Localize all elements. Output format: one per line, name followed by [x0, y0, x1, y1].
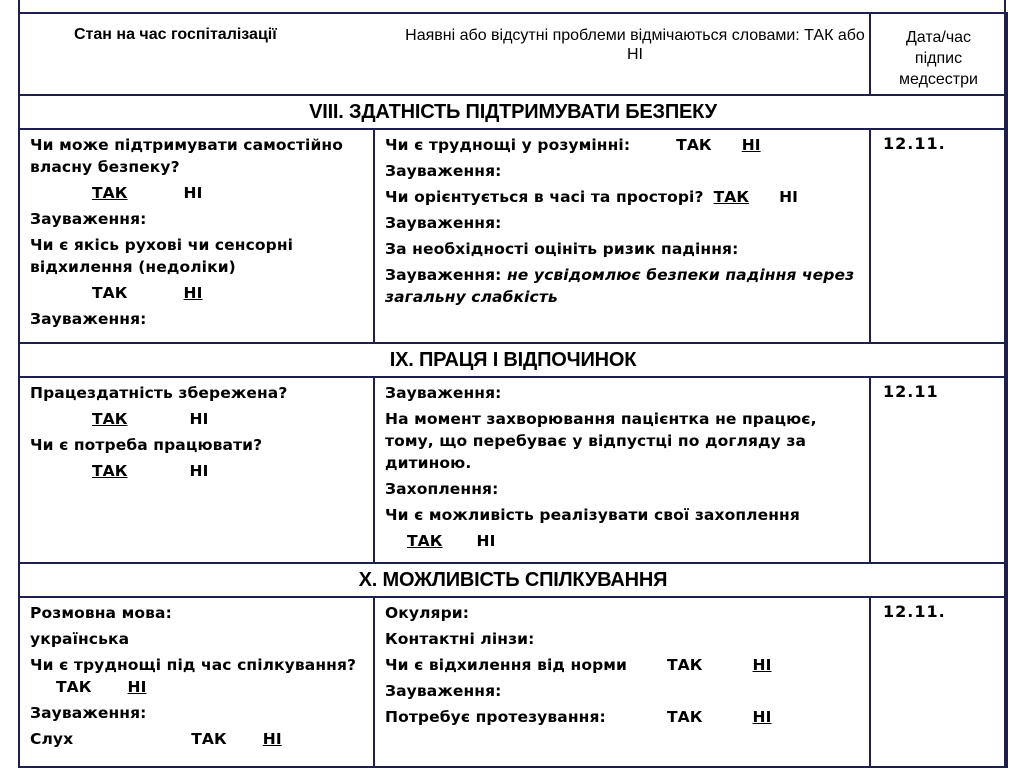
answer-yes: ТАК [407, 532, 443, 550]
s8-answer-row [30, 182, 365, 204]
answer-yes: ТАК [92, 462, 128, 480]
answer-no: НІ [127, 678, 147, 696]
s8-note-label: Зауваження: [30, 210, 147, 228]
section-8-title: VIII. ЗДАТНІСТЬ ПІДТРИМУВАТИ БЕЗПЕКУ [19, 95, 1007, 129]
s9-answer-row-2 [30, 460, 365, 482]
answer-no: НІ [741, 136, 761, 154]
answer-yes: ТАК [92, 410, 128, 428]
s10-speech-label: Розмовна мова: [30, 604, 172, 622]
nursing-assessment-table [18, 12, 1008, 768]
s10-note-label-2: Зауваження: [385, 682, 502, 700]
section-8-right [374, 129, 870, 343]
s8-fall-note [385, 264, 861, 308]
s9-hobby-question: Чи є можливість реалізувати свої захоплення [385, 506, 800, 524]
s9-note-text: На момент захворювання пацієнтка не працює, тому, що перебуває у відпустці по догляду за дитиною. [385, 410, 817, 472]
section-9-right [374, 377, 870, 563]
section-9-date: 12.11 [870, 377, 1007, 563]
s10-hearing-row [30, 728, 365, 750]
s10-deviation-question: Чи є відхилення від норми [385, 656, 628, 674]
s10-prosthesis-question: Потребує протезування: [385, 708, 606, 726]
s8-motor-question: Чи є якісь рухові чи сенсорні відхилення (недоліки) [30, 236, 294, 276]
answer-no: НІ [189, 462, 209, 480]
s8-note-label-4: Зауваження: [385, 214, 502, 232]
header-row [19, 13, 1007, 95]
s9-hobby-label: Захоплення: [385, 480, 499, 498]
s10-deviation-row [385, 654, 861, 676]
answer-no: НІ [752, 656, 772, 674]
section-9-row [19, 377, 1007, 563]
section-8-date: 12.11. [870, 129, 1007, 343]
answer-yes: ТАК [713, 188, 750, 206]
s8-orientation-row [385, 186, 861, 208]
s8-fall-note-text: не усвідомлює безпеки падіння через загальну слабкість [385, 266, 855, 306]
s10-communication-text: Чи є труднощі під час спілкування? [30, 656, 357, 674]
s10-communication-question [30, 654, 365, 698]
header-nurse-line: медсестри [899, 71, 978, 88]
s8-answer-row-2 [30, 282, 365, 304]
s8-orientation-question: Чи орієнтується в часі та просторі? [385, 188, 704, 206]
s9-work-need-question: Чи є потреба працювати? [30, 436, 263, 454]
answer-yes: ТАК [191, 730, 227, 748]
header-cell [19, 13, 870, 95]
answer-yes: ТАК [92, 184, 128, 202]
s10-glasses-label: Окуляри: [385, 604, 470, 622]
answer-no: НІ [183, 284, 203, 302]
s8-safety-question: Чи може підтримувати самостійно власну безпеку? [30, 136, 343, 176]
s10-lenses-label: Контактні лінзи: [385, 630, 535, 648]
section-10-right [374, 597, 870, 767]
s10-language-value: українська [30, 630, 130, 648]
header-instructions: Наявні або відсутні проблеми відмічаються словами: ТАК або НІ [405, 27, 865, 63]
answer-yes: ТАК [676, 136, 712, 154]
header-condition-label: Стан на час госпіталізації [74, 26, 277, 43]
section-title-row [19, 343, 1007, 377]
section-10-title: Х. МОЖЛИВІСТЬ СПІЛКУВАННЯ [19, 563, 1007, 597]
section-title-row [19, 563, 1007, 597]
answer-no: НІ [189, 410, 209, 428]
s9-answer-row-3 [385, 530, 861, 552]
s10-note-label: Зауваження: [30, 704, 147, 722]
s9-answer-row [30, 408, 365, 430]
s10-hearing-label: Слух [30, 730, 74, 748]
header-date-cell [870, 13, 1007, 95]
section-8-left [19, 129, 374, 343]
s10-prosthesis-row [385, 706, 861, 728]
s8-understanding-row [385, 134, 861, 156]
s8-understanding-question: Чи є труднощі у розумінні: [385, 136, 631, 154]
s8-fall-risk-question: За необхідності оцініть ризик падіння: [385, 240, 739, 258]
header-signature-line: підпис [914, 50, 963, 67]
section-9-title: ІХ. ПРАЦЯ І ВІДПОЧИНОК [19, 343, 1007, 377]
s8-note-label-2: Зауваження: [30, 310, 147, 328]
answer-yes: ТАК [667, 656, 703, 674]
section-title-row [19, 95, 1007, 129]
answer-yes: ТАК [56, 678, 92, 696]
answer-no: НІ [183, 184, 203, 202]
s8-fall-note-label: Зауваження: [385, 266, 502, 284]
answer-no: НІ [779, 188, 799, 206]
s9-work-capacity-question: Працездатність збережена? [30, 384, 288, 402]
section-9-left [19, 377, 374, 563]
answer-no: НІ [752, 708, 772, 726]
answer-no: НІ [476, 532, 496, 550]
s8-note-label-3: Зауваження: [385, 162, 502, 180]
section-10-date: 12.11. [870, 597, 1007, 767]
answer-no: НІ [262, 730, 282, 748]
header-date-line: Дата/час [905, 29, 972, 46]
section-8-row [19, 129, 1007, 343]
s9-note-label: Зауваження: [385, 384, 502, 402]
section-10-row [19, 597, 1007, 767]
answer-yes: ТАК [667, 708, 703, 726]
section-10-left [19, 597, 374, 767]
answer-yes: ТАК [92, 284, 128, 302]
